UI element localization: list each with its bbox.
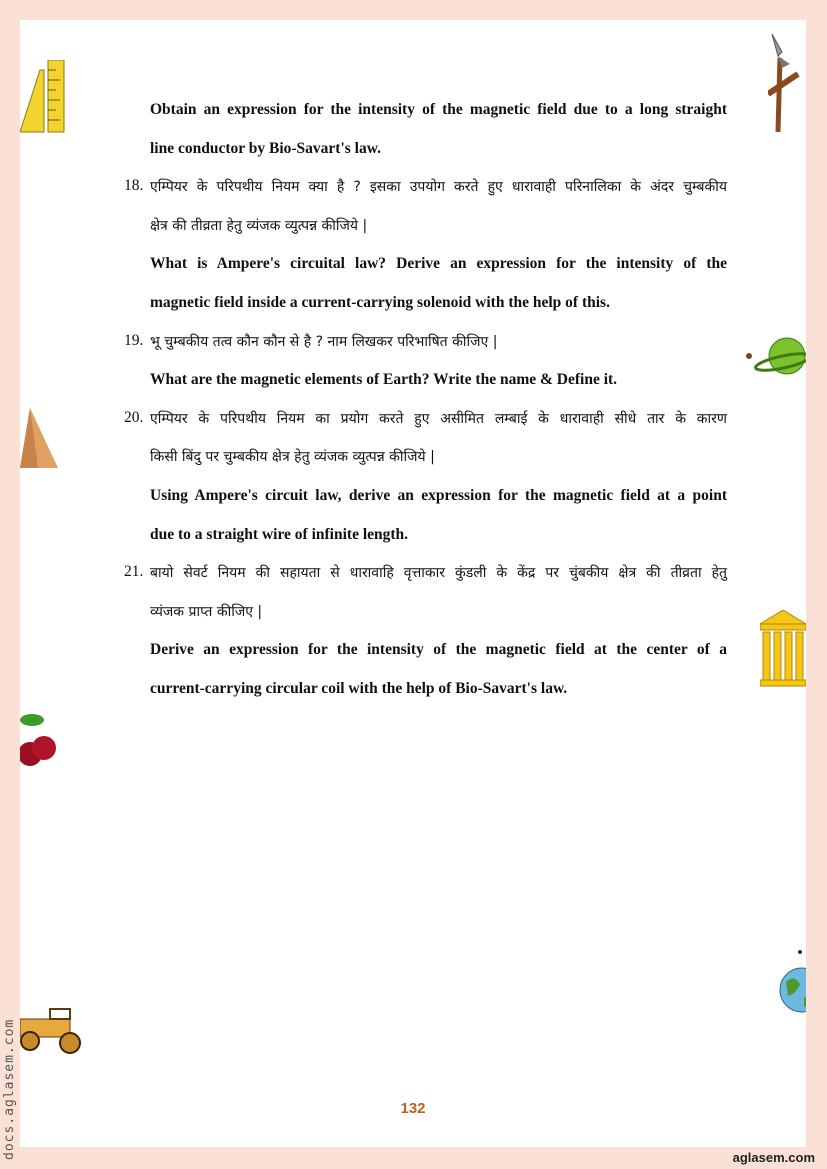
car-icon — [20, 1005, 84, 1055]
question-number: 20. — [124, 408, 144, 426]
question-number: 19. — [124, 331, 144, 349]
question-text-english: Using Ampere's circuit law, derive an expression for the magnetic field at a point — [150, 487, 727, 504]
question-text-english: due to a straight wire of infinite length. — [150, 525, 409, 543]
planet-icon — [745, 332, 806, 382]
pickaxe-icon — [768, 34, 806, 134]
page-number: 132 — [400, 1100, 426, 1117]
question-number: 18. — [124, 177, 144, 195]
globe-icon — [778, 948, 806, 1018]
question-text-hindi: क्षेत्र की तीव्रता हेतु व्यंजक व्युत्पन्न कीजिये | — [150, 217, 368, 234]
question-text-hindi: बायो सेवर्ट नियम की सहायता से धारावाहि वृत्ताकार कुंडली के केंद्र पर चुंबकीय क्षेत्र की तीव्रता हेतु — [150, 565, 727, 582]
question-number: 21. — [124, 563, 144, 581]
question-text-hindi: एम्पियर के परिपथीय नियम का प्रयोग करते हुए असीमित लम्बाई के धारावाही सीधे तार के कारण — [150, 410, 727, 427]
question-text-english: What are the magnetic elements of Earth? Write the name & Define it. — [150, 371, 618, 389]
pyramid-icon — [20, 408, 60, 470]
question-text-hindi: व्यंजक प्राप्त कीजिए | — [150, 603, 263, 620]
fruit-icon — [20, 708, 60, 778]
question-text-english: current-carrying circular coil with the help of Bio-Savart's law. — [150, 680, 568, 697]
question-text-english: What is Ampere's circuital law? Derive an expression for the intensity of the — [150, 255, 727, 273]
temple-icon — [760, 610, 806, 688]
question-text-hindi: एम्पियर के परिपथीय नियम क्या है ? इसका उपयोग करते हुए धारावाही परिनालिका के अंदर चुम्बकीय — [150, 179, 727, 196]
brand-text: aglasem.com — [732, 1150, 815, 1165]
question-text-english: magnetic field inside a current-carrying solenoid with the help of this. — [150, 294, 610, 311]
question-text-english: Derive an expression for the intensity of the magnetic field at the center of a — [150, 641, 727, 659]
question-text-hindi: भू चुम्बकीय तत्व कौन कौन से है ? नाम लिखकर परिभाषित कीजिए | — [150, 333, 498, 350]
question-text-english: line conductor by Bio-Savart's law. — [150, 139, 381, 157]
document-page — [20, 20, 806, 1147]
watermark: docs.aglasem.com — [2, 1018, 17, 1160]
question-text-hindi: किसी बिंदु पर चुम्बकीय क्षेत्र हेतु व्यंजक व्युत्पन्न कीजिये | — [150, 449, 435, 466]
ruler-icon — [20, 60, 68, 135]
question-text-english: Obtain an expression for the intensity of the magnetic field due to a long straight — [150, 101, 727, 118]
